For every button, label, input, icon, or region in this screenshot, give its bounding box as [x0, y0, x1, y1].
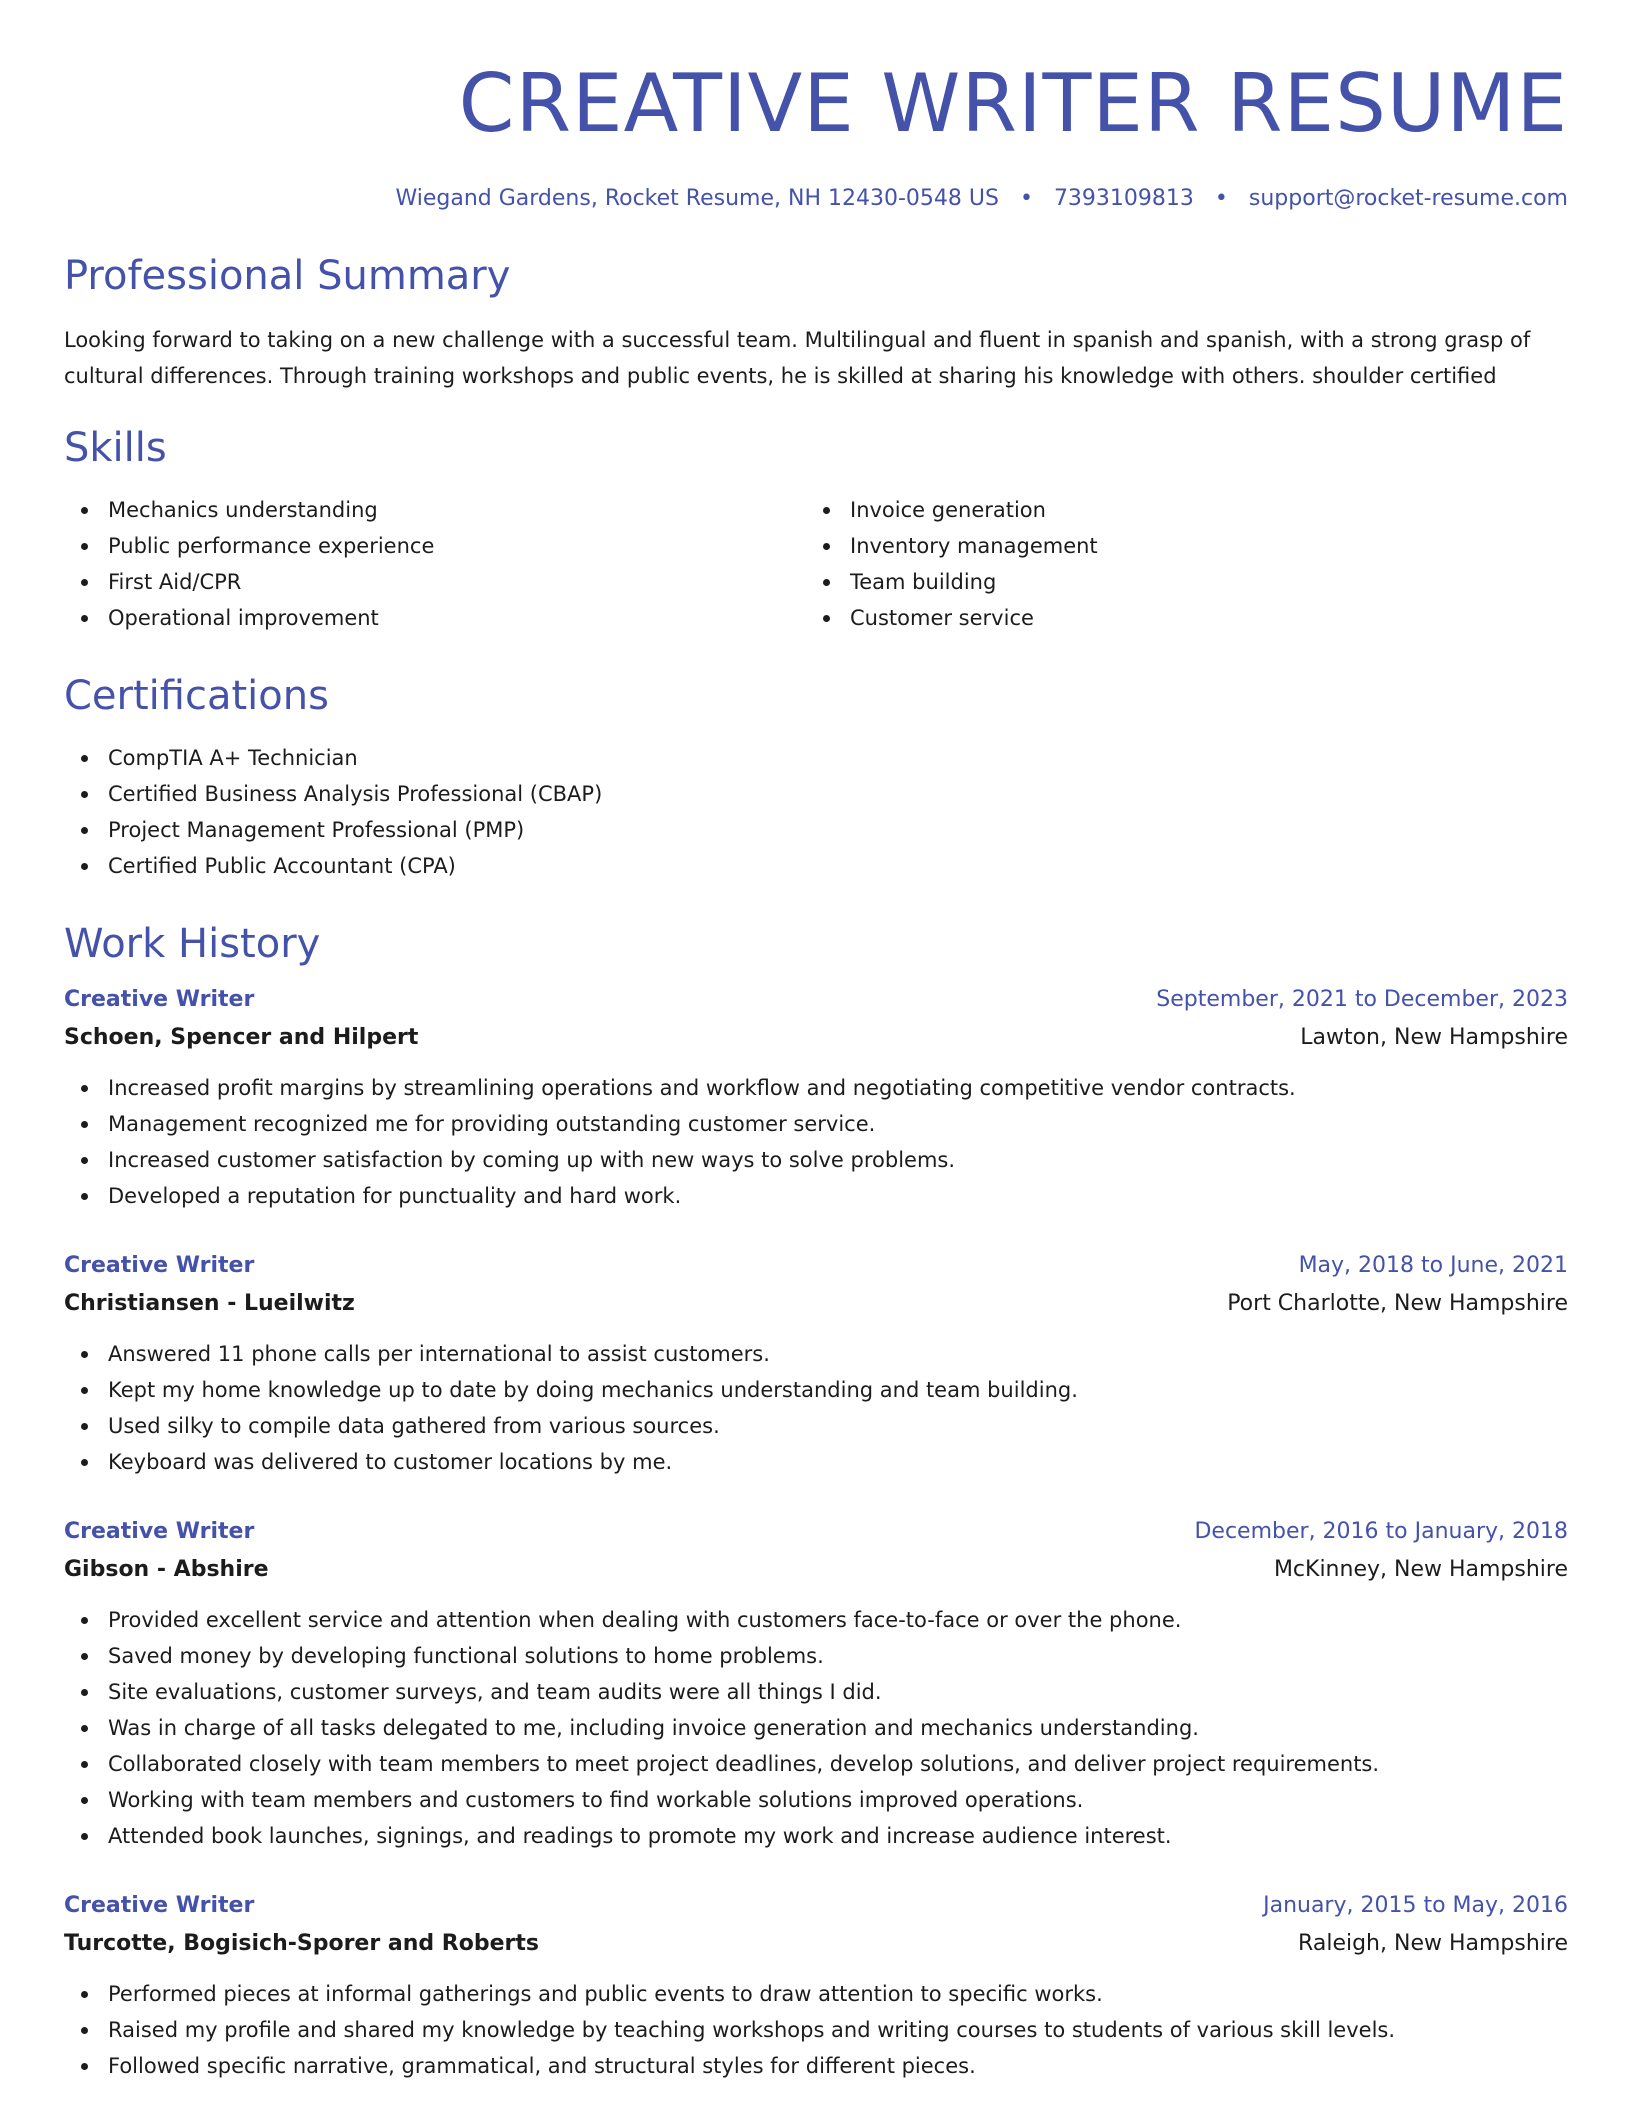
certification-item: Project Management Professional (PMP) — [64, 812, 1568, 848]
certifications-list — [64, 740, 1568, 884]
job-bullet: Was in charge of all tasks delegated to me, including invoice generation and mechanics understanding. — [64, 1710, 1568, 1746]
job-bullet: Keyboard was delivered to customer locations by me. — [64, 1444, 1568, 1480]
job-title: Creative Writer — [64, 1253, 255, 1278]
job-location: Lawton, New Hampshire — [1300, 1025, 1568, 1050]
job-bullet: Management recognized me for providing outstanding customer service. — [64, 1106, 1568, 1142]
job-company-row — [64, 1284, 1568, 1324]
certifications-heading: Certifications — [64, 673, 329, 719]
job-bullet: Working with team members and customers to find workable solutions improved operations. — [64, 1782, 1568, 1818]
job-location: Raleigh, New Hampshire — [1298, 1931, 1568, 1956]
job-bullet: Collaborated closely with team members to meet project deadlines, develop solutions, and deliver project requirements. — [64, 1746, 1568, 1782]
work-history-heading: Work History — [64, 921, 321, 967]
certification-item: Certified Public Accountant (CPA) — [64, 848, 1568, 884]
job-title: Creative Writer — [64, 987, 255, 1012]
job-bullet: Used silky to compile data gathered from various sources. — [64, 1408, 1568, 1444]
job-bullet: Attended book launches, signings, and readings to promote my work and increase audience interest. — [64, 1818, 1568, 1854]
skill-item: Public performance experience — [64, 528, 806, 564]
job-bullet: Answered 11 phone calls per international to assist customers. — [64, 1336, 1568, 1372]
job-company-row — [64, 1018, 1568, 1058]
skills-heading: Skills — [64, 425, 167, 471]
resume-title: CREATIVE WRITER RESUME — [458, 57, 1568, 150]
resume-header — [64, 0, 1568, 216]
summary-section — [64, 250, 1568, 394]
skills-list-right — [806, 492, 1548, 636]
job-company-row — [64, 1550, 1568, 1590]
skill-item: Customer service — [806, 600, 1548, 636]
job-bullet: Kept my home knowledge up to date by doing mechanics understanding and team building. — [64, 1372, 1568, 1408]
job-title-row — [64, 982, 1568, 1018]
skills-list-left — [64, 492, 806, 636]
certification-item: Certified Business Analysis Professional (CBAP) — [64, 776, 1568, 812]
contact-email: support@rocket-resume.com — [1248, 186, 1568, 211]
skill-item: Operational improvement — [64, 600, 806, 636]
job-entry — [64, 1248, 1568, 1480]
job-bullet: Increased customer satisfaction by coming up with new ways to solve problems. — [64, 1142, 1568, 1178]
job-bullets — [64, 1602, 1568, 1854]
summary-heading: Professional Summary — [64, 253, 511, 299]
job-bullet: Saved money by developing functional solutions to home problems. — [64, 1638, 1568, 1674]
job-bullets — [64, 1336, 1568, 1480]
skill-item: Invoice generation — [806, 492, 1548, 528]
job-entry — [64, 1888, 1568, 2084]
job-dates: September, 2021 to December, 2023 — [1156, 987, 1568, 1012]
contact-separator: • — [1019, 186, 1033, 211]
job-bullet: Followed specific narrative, grammatical, and structural styles for different pieces. — [64, 2048, 1568, 2084]
job-company: Turcotte, Bogisich-Sporer and Roberts — [64, 1931, 539, 1956]
job-location: McKinney, New Hampshire — [1273, 1557, 1568, 1582]
contact-line — [64, 182, 1568, 216]
job-location: Port Charlotte, New Hampshire — [1227, 1291, 1568, 1316]
job-bullet: Performed pieces at informal gatherings and public events to draw attention to specific works. — [64, 1976, 1568, 2012]
skills-grid — [64, 492, 1568, 636]
job-title: Creative Writer — [64, 1519, 255, 1544]
contact-address: Wiegand Gardens, Rocket Resume, NH 12430-0548 US — [395, 186, 999, 211]
skill-item: Mechanics understanding — [64, 492, 806, 528]
job-company: Schoen, Spencer and Hilpert — [64, 1025, 419, 1050]
job-bullets — [64, 1070, 1568, 1214]
job-dates: May, 2018 to June, 2021 — [1298, 1253, 1568, 1278]
job-dates: January, 2015 to May, 2016 — [1263, 1893, 1568, 1918]
job-entry — [64, 982, 1568, 1214]
job-company: Christiansen - Lueilwitz — [64, 1291, 355, 1316]
job-bullets — [64, 1976, 1568, 2084]
contact-separator: • — [1214, 186, 1228, 211]
job-bullet: Site evaluations, customer surveys, and team audits were all things I did. — [64, 1674, 1568, 1710]
certifications-section — [64, 670, 1568, 884]
job-entry — [64, 1514, 1568, 1854]
job-title-row — [64, 1248, 1568, 1284]
job-company-row — [64, 1924, 1568, 1964]
job-bullet: Raised my profile and shared my knowledge by teaching workshops and writing courses to students of various skill levels. — [64, 2012, 1568, 2048]
job-title-row — [64, 1888, 1568, 1924]
job-title: Creative Writer — [64, 1893, 255, 1918]
job-bullet: Provided excellent service and attention when dealing with customers face-to-face or over the phone. — [64, 1602, 1568, 1638]
summary-text: Looking forward to taking on a new challenge with a successful team. Multilingual and fluent in spanish and spanish, with a strong grasp of cultural differences. Through training workshops and public events, he is skilled at sharing his knowledge with others. shoulder certified — [64, 328, 1531, 388]
skill-item: First Aid/CPR — [64, 564, 806, 600]
skills-section — [64, 422, 1568, 636]
job-dates: December, 2016 to January, 2018 — [1194, 1519, 1568, 1544]
skill-item: Team building — [806, 564, 1548, 600]
work-history-section — [64, 918, 1568, 2084]
skill-item: Inventory management — [806, 528, 1548, 564]
job-bullet: Increased profit margins by streamlining operations and workflow and negotiating competitive vendor contracts. — [64, 1070, 1568, 1106]
job-company: Gibson - Abshire — [64, 1557, 269, 1582]
certification-item: CompTIA A+ Technician — [64, 740, 1568, 776]
job-title-row — [64, 1514, 1568, 1550]
job-bullet: Developed a reputation for punctuality and hard work. — [64, 1178, 1568, 1214]
contact-phone: 7393109813 — [1053, 186, 1194, 211]
